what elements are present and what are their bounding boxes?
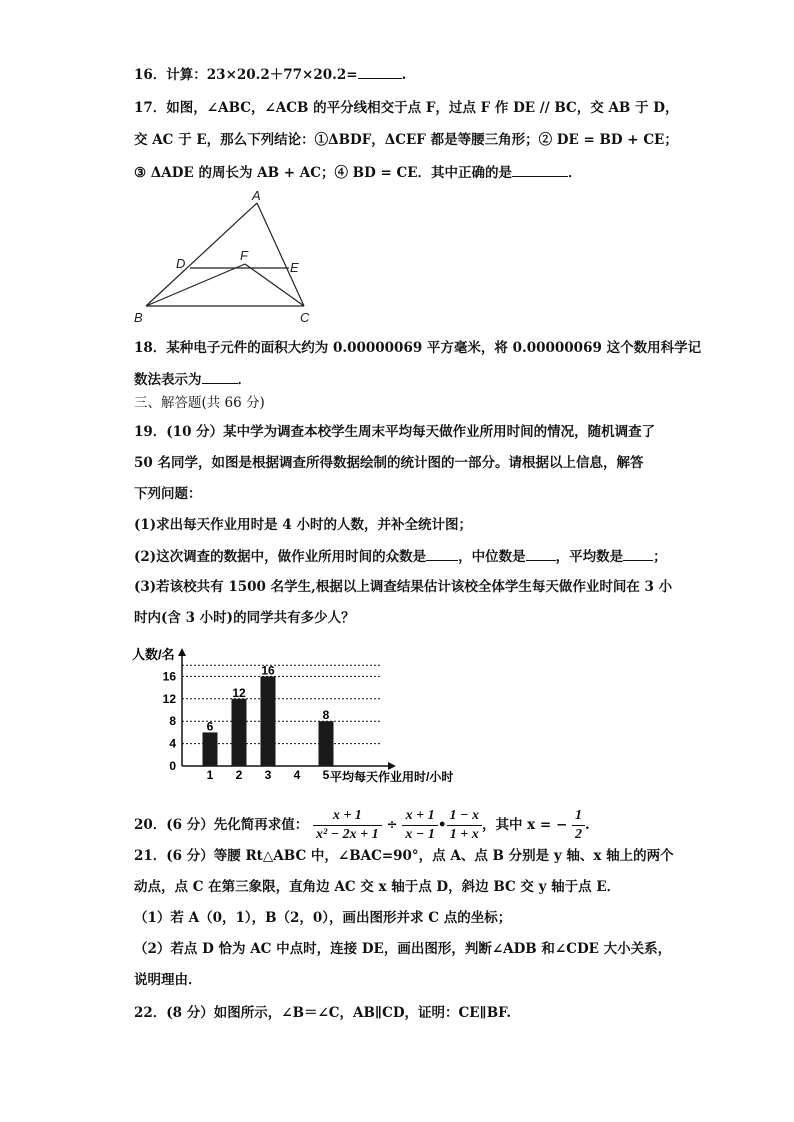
x-tick-label: 5: [322, 768, 330, 782]
side-AC: [257, 203, 304, 306]
q19-part-1: (1)求出每天作业用时是 4 小时的人数，并补全统计图；: [134, 517, 472, 533]
label-A: A: [252, 190, 261, 203]
q17-line-3: ③ ΔADE 的周长为 AB + AC；④ BD = CE．其中正确的是 ．: [134, 162, 582, 183]
bar: [261, 676, 276, 766]
label-F: F: [240, 248, 248, 263]
q16: 16．计算：23×20.2＋77×20.2= .: [134, 64, 406, 85]
segment-BF: [146, 264, 245, 306]
bar: [319, 721, 334, 766]
bar-data-label: 16: [261, 663, 275, 678]
q17-line-2: 交 AC 于 E，那么下列结论：①ΔBDF，ΔCEF 都是等腰三角形；② DE = BD + CE；: [134, 132, 678, 148]
q22: 22．(8 分）如图所示，∠B＝∠C，AB∥CD，证明：CE∥BF.: [134, 1005, 512, 1021]
q21-line-1: 21．(6 分）等腰 Rt△ABC 中，∠BAC=90°，点 A、点 B 分别是 y 轴、x 轴上的两个: [134, 848, 674, 864]
q18-line-1: 18．某种电子元件的面积大约为 0.00000069 平方毫米，将 0.00000069 这个数用科学记: [134, 340, 702, 356]
bar-data-label: 8: [322, 708, 330, 723]
label-C: C: [300, 310, 310, 325]
y-ticks: [163, 669, 177, 773]
q21-line-2: 动点，点 C 在第三象限，直角边 AC 交 x 轴于点 D，斜边 BC 交 y 轴于点 E．: [134, 879, 621, 895]
q16-text: 16．计算：23×20.2＋77×20.2=: [134, 67, 358, 83]
x-tick-label: 1: [206, 768, 214, 782]
bar: [203, 732, 218, 766]
y-tick-label: 0: [169, 759, 176, 773]
fraction-4: $\frac{1}{2}$: [572, 807, 585, 844]
bar-data-label: 12: [232, 685, 246, 700]
y-tick-label: 4: [169, 736, 176, 751]
q19-part-3b: 时内(含 3 小时)的同学共有多少人？: [134, 610, 355, 626]
q17-answer-blank: [512, 162, 568, 177]
x-tick-label: 2: [235, 768, 243, 782]
q16-answer-blank: [358, 64, 402, 79]
label-D: D: [176, 256, 186, 271]
label-B: B: [134, 310, 143, 325]
x-tick-label: 4: [293, 768, 301, 782]
y-tick-label: 16: [162, 669, 176, 684]
y-tick-label: 8: [169, 714, 176, 729]
x-ticks: [207, 768, 330, 782]
bar: [232, 699, 247, 766]
section-heading: 三、解答题(共 66 分): [134, 395, 265, 411]
q18-answer-blank: [202, 369, 238, 384]
fraction-1: $\frac{x + 1}{\text{x² − 2x + 1}}$: [313, 807, 382, 844]
fraction-3: $\frac{1 - x}{1 + x}$: [447, 807, 482, 844]
q21-part-2: （2）若点 D 恰为 AC 中点时，连接 DE，画出图形，判断∠ADB 和∠CDE 大小关系，: [134, 941, 672, 957]
label-E: E: [290, 260, 299, 275]
q21-part-1: （1）若 A（0，1），B（2，0），画出图形并求 C 点的坐标；: [134, 910, 512, 926]
q19-line-2: 50 名同学，如图是根据调查所得数据绘制的统计图的一部分。请根据以上信息，解答: [134, 455, 644, 471]
q18-line-2: 数法表示为 ．: [134, 369, 251, 390]
q21-part-2-end: 说明理由．: [134, 972, 202, 988]
q17-line-1: 17．如图，∠ABC，∠ACB 的平分线相交于点 F，过点 F 作 DE // BC，交 AB 于 D，: [134, 100, 679, 116]
x-axis-label: 平均每天作业用时/小时: [330, 770, 454, 784]
x-tick-label: 3: [264, 768, 272, 782]
y-tick-label: 12: [162, 691, 176, 706]
mode-blank: [426, 546, 458, 561]
q19-line-3: 下列问题：: [134, 486, 202, 502]
q19-part-2: (2)这次调查的数据中，做作业所用时间的众数是 ，中位数是 ，平均数是 ；: [134, 546, 667, 567]
mean-blank: [623, 546, 653, 561]
bar-chart: [130, 642, 470, 787]
q19-line-1: 19．(10 分）某中学为调查本校学生周末平均每天做作业所用时间的情况，随机调查了: [134, 424, 656, 440]
q19-part-3a: (3)若该校共有 1500 名学生,根据以上调查结果估计该校全体学生每天做作业时间在 3 小: [134, 579, 673, 595]
fraction-2: $\frac{x + 1}{x - 1}$: [402, 807, 437, 844]
median-blank: [526, 546, 556, 561]
triangle-figure: [130, 190, 330, 325]
q20: 20．(6 分）先化简再求值： $\frac{x + 1}{\text{x² − 2x + 1}}$ ÷ $\frac{x + 1}{x - 1}$ • $\frac{1 - x}{1 + x}$ ，其中 x = − $\frac{1}{2}$ .: [134, 808, 590, 842]
bar-data-label: 6: [206, 719, 214, 734]
bars: [203, 663, 334, 766]
y-axis-arrow: [178, 648, 186, 656]
x-axis-arrow: [388, 762, 396, 770]
y-axis-label: 人数/名: [132, 647, 175, 662]
